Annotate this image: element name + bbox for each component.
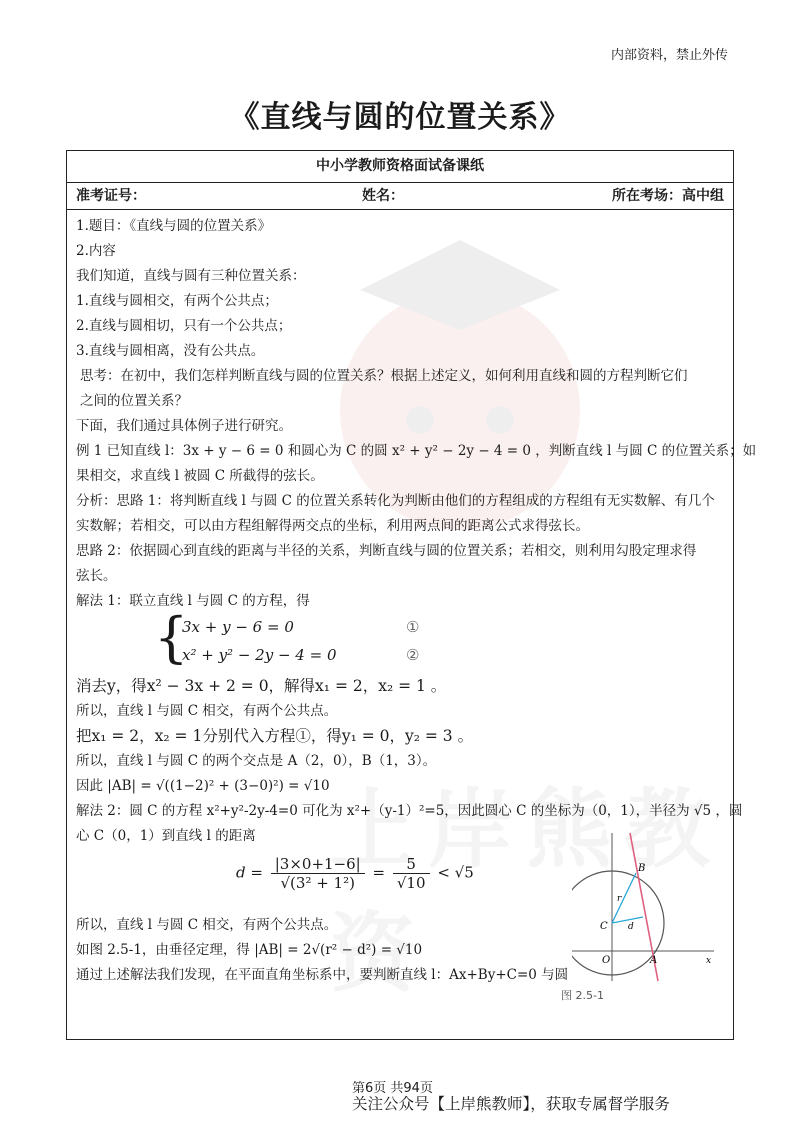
name-label: 姓名：: [362, 188, 404, 204]
text-line: 消去y，得x² − 3x + 2 = 0，解得x₁ = 2，x₂ = 1 。: [76, 677, 447, 695]
text-line: 2.内容: [76, 243, 116, 259]
equation-1: 3x + y − 6 = 0: [182, 618, 294, 636]
text-line: 实数解；若相交，可以由方程组解得两交点的坐标，利用两点间的距离公式求得弦长。: [76, 518, 589, 534]
text-line: 1.直线与圆相交，有两个公共点；: [76, 293, 278, 309]
text-line: 思考：在初中，我们怎样判断直线与圆的位置关系？根据上述定义，如何利用直线和圆的方程判断它们: [80, 368, 688, 384]
equation-2-mark: ②: [406, 646, 420, 664]
fraction-denominator-2: √10: [396, 874, 426, 892]
equation-2: x² + y² − 2y − 4 = 0: [182, 646, 337, 664]
text-line: 之间的位置关系？: [80, 393, 188, 409]
circle-line-figure: [572, 831, 717, 986]
location-label: 所在考场：高中组: [612, 188, 724, 204]
text-line: 我们知道，直线与圆有三种位置关系：: [76, 268, 306, 284]
text-line: 下面，我们通过具体例子进行研究。: [76, 418, 292, 434]
distance-rhs: < √5: [437, 863, 474, 882]
promo-footer: 关注公众号【上岸熊教师】，获取专属督学服务: [352, 1095, 670, 1113]
text-line: 弦长。: [76, 568, 117, 584]
meta-row: [67, 183, 733, 210]
distance-fraction-2: [393, 855, 430, 892]
text-line: 把x₁ = 2，x₂ = 1分别代入方程①，得y₁ = 0，y₂ = 3 。: [76, 727, 474, 745]
lesson-plan-sheet: [66, 150, 757, 1040]
text-line: 解法 2：圆 C 的方程 x²+y²-2y-4=0 可化为 x²+（y-1）²=5，因此圆心 C 的坐标为（0，1），半径为 √5 ，圆: [76, 803, 743, 819]
text-line: 所以，直线 l 与圆 C 的两个交点是 A（2，0），B（1，3）。: [76, 753, 437, 769]
text-line: 如图 2.5-1，由垂径定理，得 |AB| = 2√(r² − d²) = √10: [76, 942, 423, 958]
equation-1-mark: ①: [406, 618, 420, 636]
fraction-denominator: √(3² + 1²): [280, 874, 355, 892]
distance-fraction: [271, 855, 365, 892]
exam-id-label: 准考证号：: [76, 188, 146, 204]
label-a: A: [650, 955, 658, 966]
label-d: d: [628, 922, 634, 932]
brace-icon: {: [154, 606, 189, 669]
page-number: 第6页 共94页: [352, 1081, 433, 1096]
page-title: 《直线与圆的位置关系》: [229, 100, 571, 135]
fraction-numerator-2: 5: [393, 855, 430, 874]
label-b: B: [638, 863, 646, 874]
label-o: O: [602, 955, 611, 966]
equation-system: [144, 606, 724, 674]
text-line: 分析：思路 1：将判断直线 l 与圆 C 的位置关系转化为判断由他们的方程组成的方程组有无实数解、有几个: [76, 493, 715, 509]
figure-caption: 图 2.5-1: [561, 989, 604, 1002]
label-c: C: [600, 921, 608, 932]
text-line: 果相交，求直线 l 被圆 C 所截得的弦长。: [76, 468, 324, 484]
text-line: 3.直线与圆相离，没有公共点。: [76, 343, 265, 359]
text-line: 例 1 已知直线 l：3x + y − 6 = 0 和圆心为 C 的圆 x² + y² − 2y − 4 = 0 ，判断直线 l 与圆 C 的位置关系；如: [76, 443, 757, 459]
sheet-header: 中小学教师资格面试备课纸: [67, 151, 733, 183]
label-r: r: [617, 894, 622, 904]
confidential-notice: 内部资料，禁止外传: [610, 48, 728, 63]
text-line: 思路 2：依据圆心到直线的距离与半径的关系，判断直线与圆的位置关系；若相交，则利用勾股定理求得: [76, 543, 697, 559]
text-line: 解法 1：联立直线 l 与圆 C 的方程，得: [76, 593, 310, 609]
label-x: x: [706, 956, 712, 966]
text-line: 心 C（0，1）到直线 l 的距离: [76, 828, 256, 844]
text-line: 所以，直线 l 与圆 C 相交，有两个公共点。: [76, 703, 338, 719]
distance-lhs: d =: [236, 863, 263, 882]
text-line: 所以，直线 l 与圆 C 相交，有两个公共点。: [76, 917, 338, 933]
text-line: 1.题目：《直线与圆的位置关系》: [76, 218, 272, 234]
text-line: 因此 |AB| = √((1−2)² + (3−0)²) = √10: [76, 778, 330, 794]
text-line: 2.直线与圆相切，只有一个公共点；: [76, 318, 292, 334]
text-line: 通过上述解法我们发现，在平面直角坐标系中，要判断直线 l：Ax+By+C=0 与圆: [76, 967, 569, 983]
fraction-numerator: |3×0+1−6|: [271, 855, 365, 874]
equals-sign: =: [372, 863, 386, 882]
